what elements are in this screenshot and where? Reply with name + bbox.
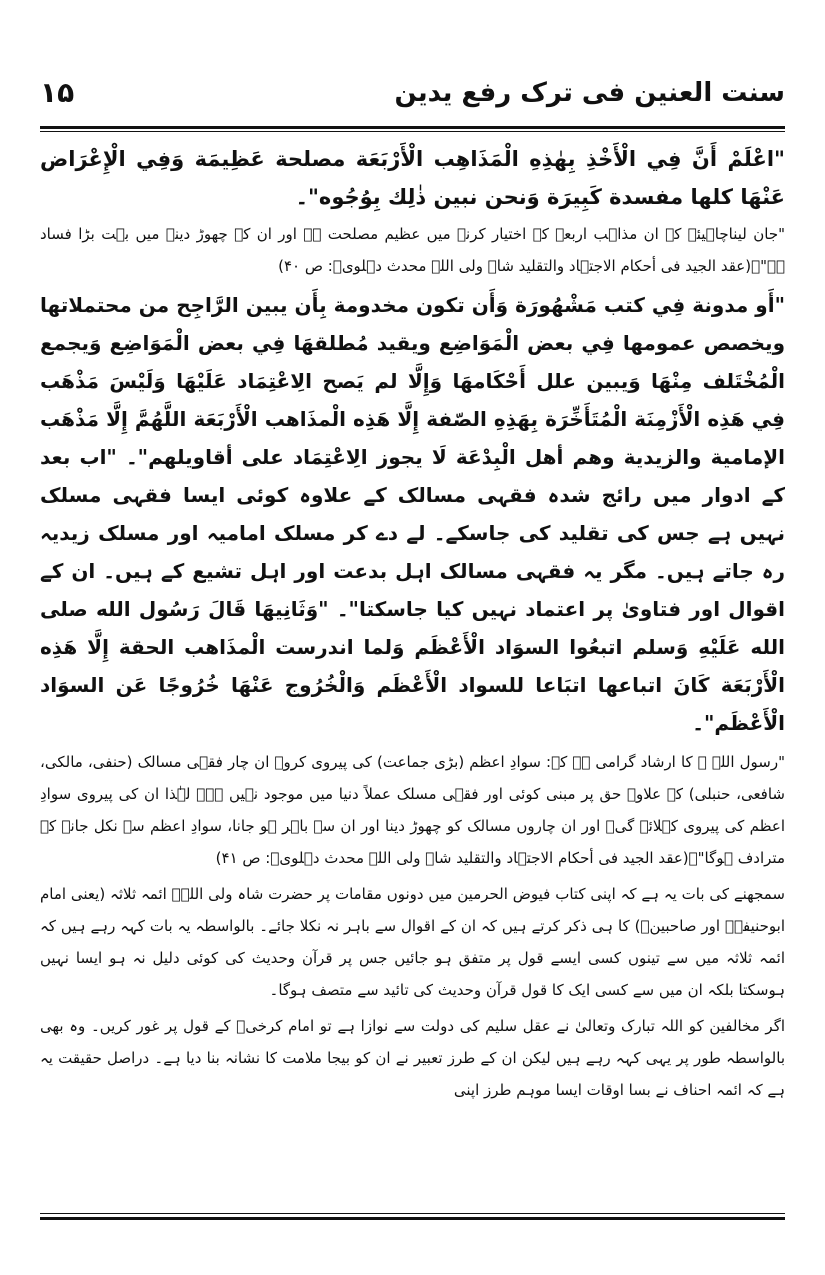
header-rule-thick xyxy=(40,126,785,129)
arabic-quote: "اعْلَمْ أَنَّ فِي الْأَخْذِ بِهٰذِهِ الْمَذَاهِب الْأَرْبَعَة مصلحة عَظِيمَة وَفِي الْإِعْرَاض عَنْهَا كلها مفسدة كَبِيرَة وَنحن نبين ذٰلِك بِوُجُوه"۔ xyxy=(40,147,785,209)
urdu-translation: "جان لیناچاہیئے کہ ان مذاہب اربعہ کے اختیار کرنے میں عظیم مصلحت ہے اور ان کے چھوڑ دینے میں بہت بڑا فساد ہے"۔(عقد الجید فی أحکام الاجتہاد والتقلید شاہ ولی اللہ محدث دہلویؒ: ص ۴۰) xyxy=(40,225,785,275)
commentary-paragraph: سمجھنے کی بات یہ ہے کہ اپنی کتاب فیوض الحرمین میں دونوں مقامات پر حضرت شاہ ولی اللہؒ ائمہ ثلاثہ (یعنی امام ابوحنیفہؒ اور صاحبینؒ) کا ہی ذکر کرتے ہیں کہ ان کے اقوال سے باہر نہ نکلا جائے۔ بالواسطہ یہ بات کہہ رہے ہیں کہ ائمہ ثلاثہ میں سے تینوں کسی ایسے قول پر متفق ہو جائیں جس پر قرآن وحدیث کی کوئی دلیل نہ ہو ایسا نہیں ہوسکتا بلکہ ان میں سے کسی ایک کا قول قرآن وحدیث کی تائید سے متصف ہوگا۔ xyxy=(40,885,785,999)
header-rule-thin xyxy=(40,131,785,132)
body-text xyxy=(40,140,785,1200)
commentary-paragraph: اگر مخالفین کو اللہ تبارک وتعالیٰ نے عقل سلیم کی دولت سے نوازا ہے تو امام کرخیؒ کے قول پر غور کریں۔ وہ بھی بالواسطہ طور پر یہی کہہ رہے ہیں لیکن ان کے طرز تعبیر نے ان کو بیجا ملامت کا نشانہ بنا دیا ہے۔ دراصل حقیقت یہ ہے کہ ائمہ احناف نے بسا اوقات ایسا موہم طرز اپنی xyxy=(40,1017,785,1099)
footer-rule-thick xyxy=(40,1217,785,1220)
footer-rule-thin xyxy=(40,1213,785,1214)
urdu-translation: "رسول اللہ ﷺ کا ارشاد گرامی ہے کہ: سوادِ اعظم (بڑی جماعت) کی پیروی کرو۔ ان چار فقہی مسالک (حنفی، مالکی، شافعی، حنبلی) کے علاوہ حق پر مبنی کوئی اور فقہی مسلک عملاً دنیا میں موجود نہیں ہے۔ لہٰذا ان کی پیروی سوادِ اعظم کی پیروی کہلائے گی۔ اور ان چاروں مسالک کو چھوڑ دینا اور ان سے باہر ہو جانا، سوادِ اعظم سے نکل جانے کے مترادف ہوگا"۔(عقد الجید فی أحکام الاجتہاد والتقلید شاہ ولی اللہ محدث دہلویؒ: ص ۴۱) xyxy=(40,753,785,867)
arabic-quote-with-translation: "أَو مدونة فِي كتب مَشْهُورَة وَأَن تكون مخدومة بِأَن يبين الرَّاجِح من محتملاتها ويخصص عمومها فِي بعض الْمَوَاضِع ويقيد مُطلقهَا فِي بعض الْمَوَاضِع وَيجمع الْمُخْتَلف مِنْهَا وَيبين علل أَحْكَامهَا وَإِلَّا لم يَصح الِاعْتِمَاد عَلَيْهَا وَلَيْسَ مَذْهَب فِي هَذِه الْأَزْمِنَة الْمُتَأَخِّرَة بِهَذِهِ الصّفة إِلَّا هَذِه الْمذَاهب الْأَرْبَعَة اللَّهُمَّ إِلَّا مَذْهَب الإمامية والزيدية وهم أهل الْبِدْعَة لَا يجوز الِاعْتِمَاد على أقاويلهم"۔ "اب بعد کے ادوار میں رائج شدہ فقہی مسالک کے علاوہ کوئی ایسا فقہی مسلک نہیں ہے جس کی تقلید کی جاسکے۔ لے دے کر مسلک امامیہ اور مسلک زیدیہ رہ جاتے ہیں۔ مگر یہ فقہی مسالک اہل بدعت اور اہل تشیع کے ہیں۔ ان کے اقوال اور فتاویٰ پر اعتماد نہیں کیا جاسکتا"۔ "وَثَانِيهَا قَالَ رَسُول الله صلى الله عَلَيْهِ وَسلم اتبعُوا السوَاد الْأَعْظَم وَلما اندرست الْمذَاهب الحقة إِلَّا هَذِه الْأَرْبَعَة كَانَ اتباعها اتبَاعا للسواد الْأَعْظَم وَالْخُرُوج عَنْهَا خُرُوجًا عَن السوَاد الْأَعْظَم"۔ xyxy=(40,293,785,735)
page-header xyxy=(40,72,785,122)
page-number: ۱۵ xyxy=(40,76,75,109)
book-title: سنت العنین فی ترک رفع یدین xyxy=(394,78,785,108)
